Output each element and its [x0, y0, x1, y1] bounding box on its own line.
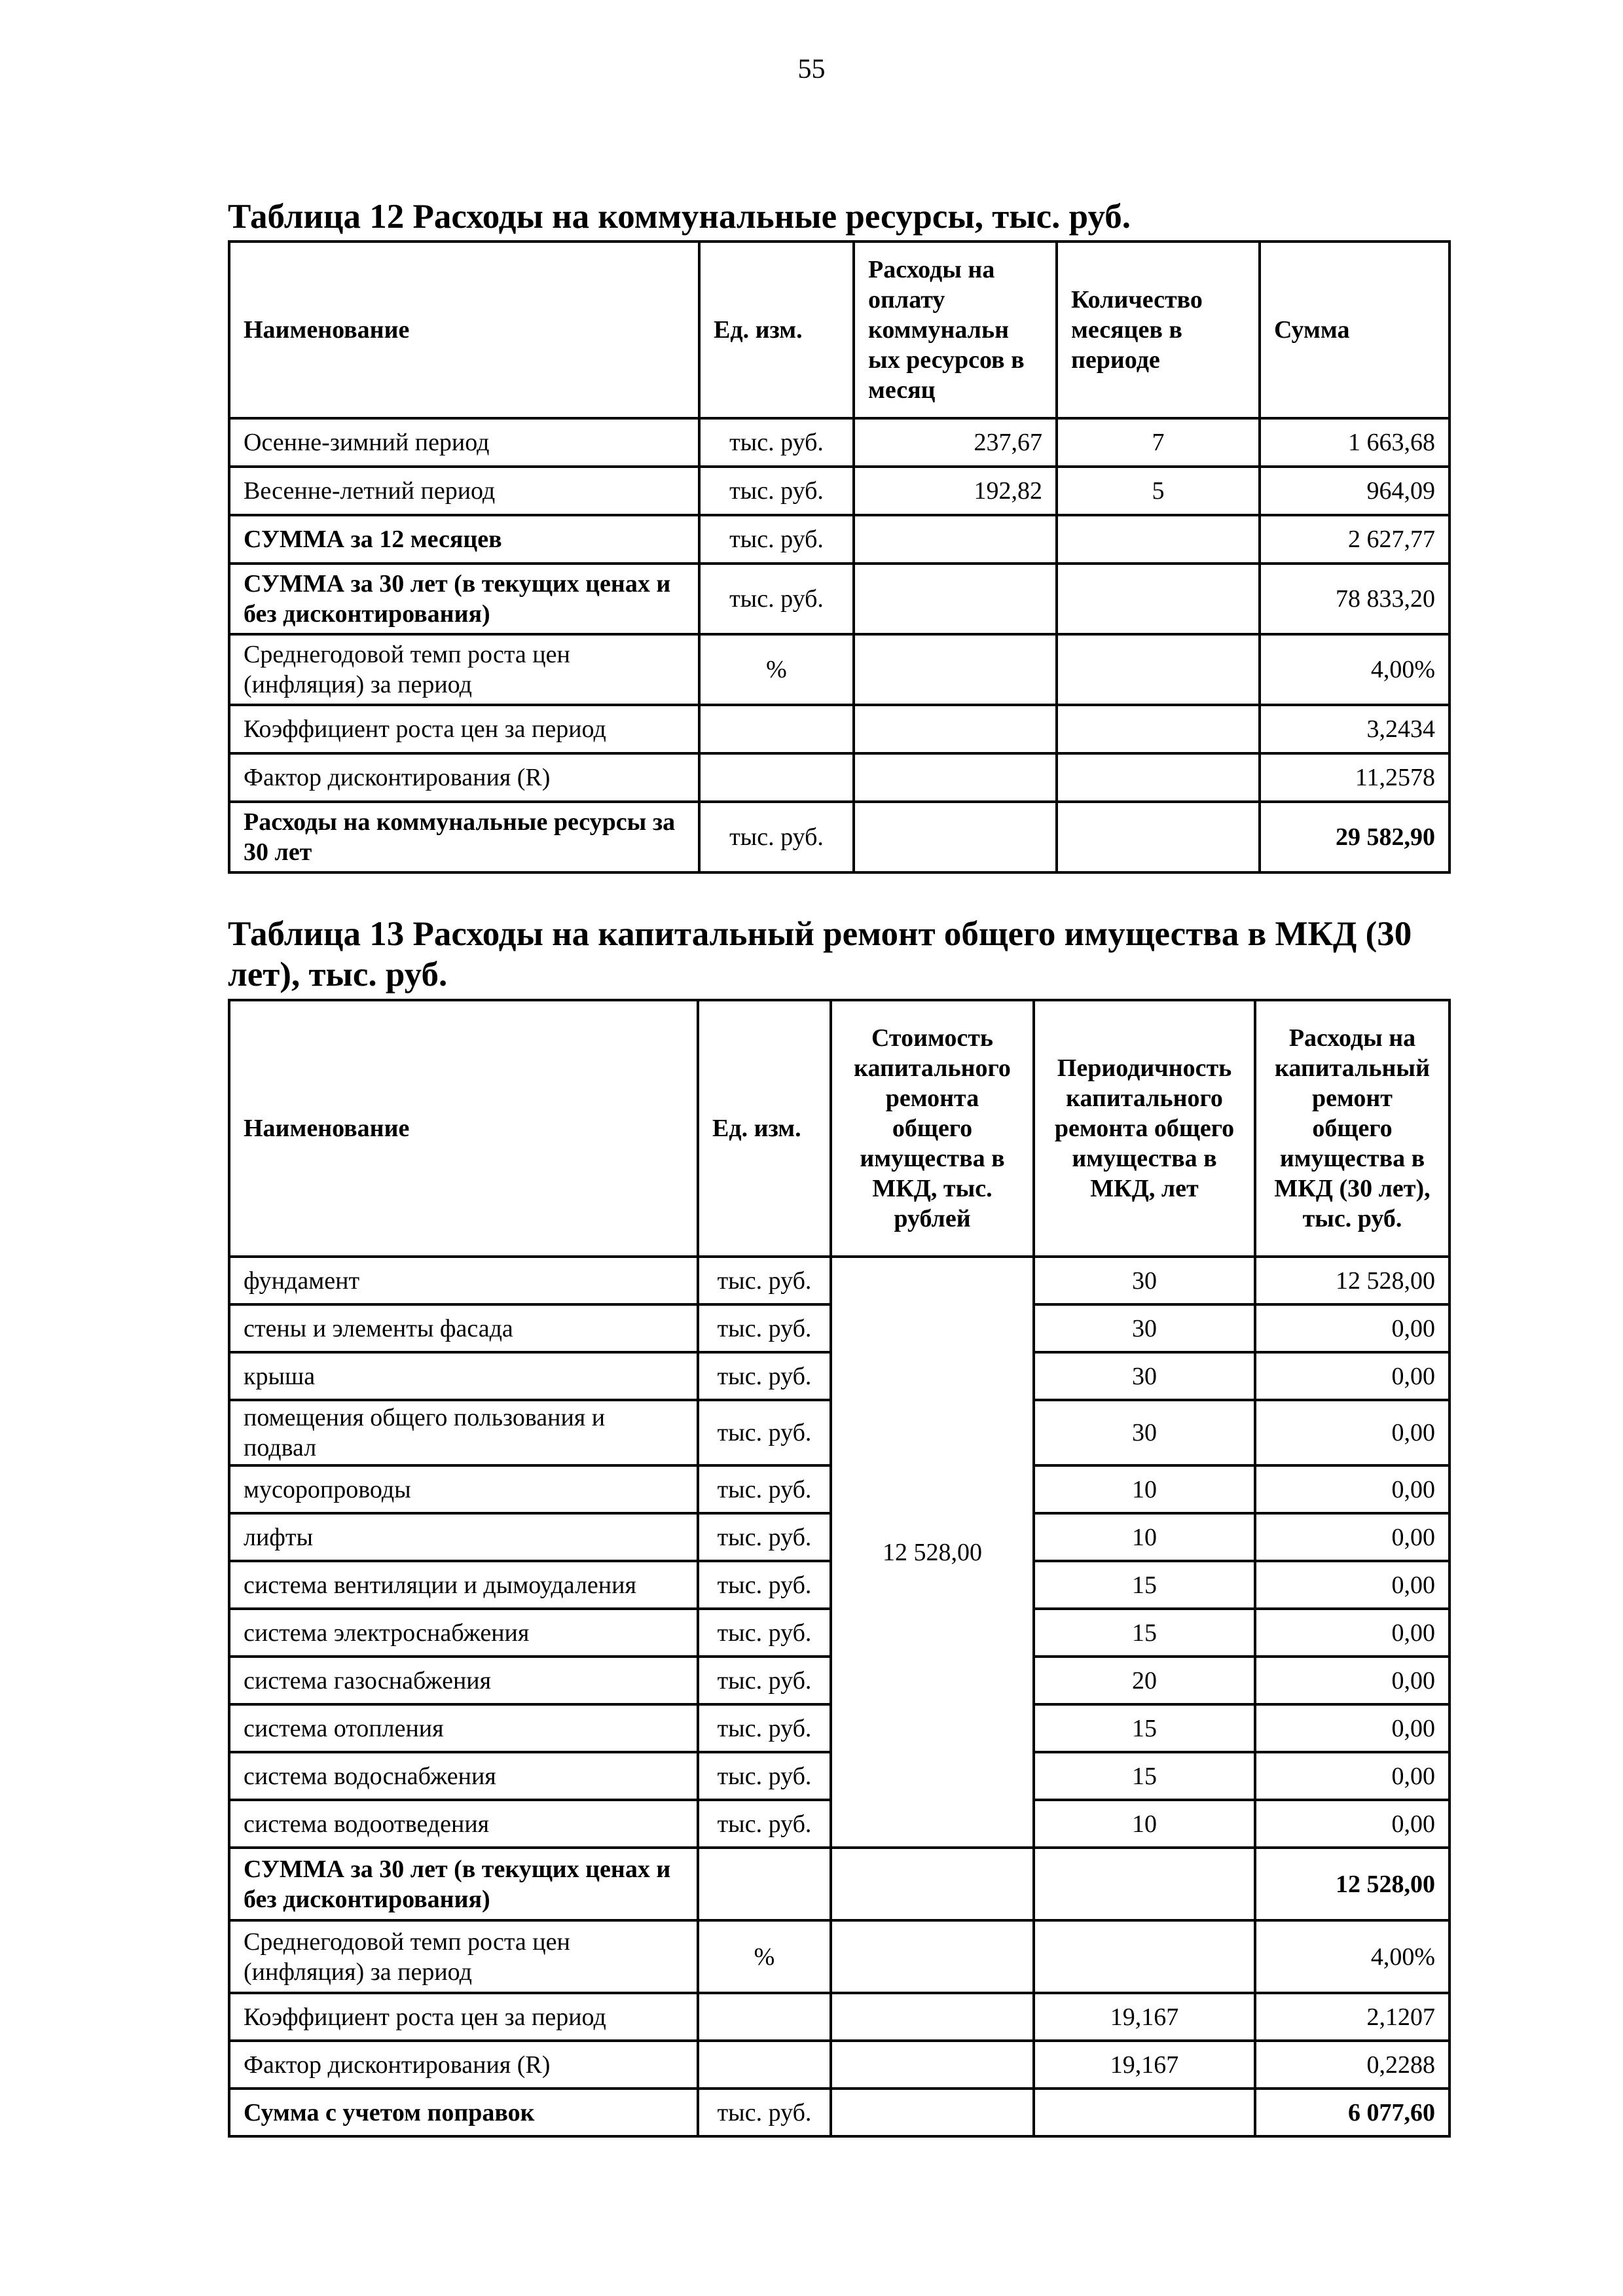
row-monthly: [854, 634, 1057, 705]
row-sum: 0,00: [1255, 1752, 1450, 1800]
summary-name: Фактор дисконтирования (R): [229, 2041, 698, 2089]
row-unit: тыс. руб.: [699, 564, 854, 634]
row-unit: тыс. руб.: [698, 1704, 831, 1752]
row-unit: [699, 753, 854, 802]
summary-row: [229, 1993, 1450, 2041]
column-header: Расходы на оплату коммунальн ых ресурсов в месяц: [854, 242, 1057, 418]
row-monthly: [854, 564, 1057, 634]
column-header: Наименование: [229, 242, 699, 418]
summary-row: [229, 1920, 1450, 1993]
row-months: [1057, 515, 1260, 564]
row-sum: 12 528,00: [1255, 1257, 1450, 1304]
row-name: стены и элементы фасада: [229, 1304, 698, 1352]
summary-row: [229, 2041, 1450, 2089]
row-sum: 0,00: [1255, 1609, 1450, 1657]
summary-name: Коэффициент роста цен за период: [229, 1993, 698, 2041]
row-name: лифты: [229, 1513, 698, 1561]
row-unit: тыс. руб.: [699, 418, 854, 467]
row-monthly: [854, 705, 1057, 753]
row-name: СУММА за 30 лет (в текущих ценах и без дисконтирования): [229, 564, 699, 634]
row-unit: [699, 705, 854, 753]
summary-unit: [698, 1848, 831, 1920]
summary-unit: тыс. руб.: [698, 2089, 831, 2136]
empty-cell: [831, 1993, 1034, 2041]
row-name: СУММА за 12 месяцев: [229, 515, 699, 564]
empty-cell: [831, 1920, 1034, 1993]
empty-cell: [831, 2089, 1034, 2136]
row-sum: 0,00: [1255, 1704, 1450, 1752]
row-monthly: 192,82: [854, 467, 1057, 515]
table-row: [229, 467, 1450, 515]
utilities-expenses-table: [228, 240, 1451, 874]
summary-row: [229, 1848, 1450, 1920]
row-period: 30: [1034, 1257, 1255, 1304]
row-unit: тыс. руб.: [699, 802, 854, 872]
row-sum: 29 582,90: [1260, 802, 1450, 872]
row-monthly: [854, 753, 1057, 802]
summary-period: [1034, 2089, 1255, 2136]
row-sum: 1 663,68: [1260, 418, 1450, 467]
row-name: Среднегодовой темп роста цен (инфляция) за период: [229, 634, 699, 705]
summary-period: [1034, 1920, 1255, 1993]
summary-period: [1034, 1848, 1255, 1920]
row-unit: тыс. руб.: [698, 1304, 831, 1352]
summary-sum: 6 077,60: [1255, 2089, 1450, 2136]
row-name: система электроснабжения: [229, 1609, 698, 1657]
row-period: 10: [1034, 1465, 1255, 1513]
row-months: 5: [1057, 467, 1260, 515]
row-unit: тыс. руб.: [698, 1352, 831, 1400]
summary-sum: 0,2288: [1255, 2041, 1450, 2089]
table-13-caption: Таблица 13 Расходы на капитальный ремонт общего имущества в МКД (30 лет), тыс. руб.: [228, 915, 1412, 994]
column-header: Количество месяцев в периоде: [1057, 242, 1260, 418]
table-row: [229, 634, 1450, 705]
table-row: [229, 418, 1450, 467]
row-monthly: [854, 802, 1057, 872]
table-row: [229, 515, 1450, 564]
row-unit: тыс. руб.: [699, 467, 854, 515]
row-sum: 0,00: [1255, 1657, 1450, 1704]
row-months: [1057, 802, 1260, 872]
row-name: Осенне-зимний период: [229, 418, 699, 467]
row-name: крыша: [229, 1352, 698, 1400]
table-header-row: [229, 1000, 1450, 1257]
row-name: Коэффициент роста цен за период: [229, 705, 699, 753]
row-period: 30: [1034, 1400, 1255, 1465]
summary-sum: 12 528,00: [1255, 1848, 1450, 1920]
row-name: система отопления: [229, 1704, 698, 1752]
table-row: [229, 753, 1450, 802]
row-name: Фактор дисконтирования (R): [229, 753, 699, 802]
row-sum: 0,00: [1255, 1304, 1450, 1352]
row-sum: 964,09: [1260, 467, 1450, 515]
summary-unit: [698, 2041, 831, 2089]
column-header: Наименование: [229, 1000, 698, 1257]
summary-name: СУММА за 30 лет (в текущих ценах и без дисконтирования): [229, 1848, 698, 1920]
row-sum: 0,00: [1255, 1513, 1450, 1561]
row-name: система газоснабжения: [229, 1657, 698, 1704]
column-header: Стоимость капитального ремонта общего имущества в МКД, тыс. рублей: [831, 1000, 1034, 1257]
summary-name: Сумма с учетом поправок: [229, 2089, 698, 2136]
summary-unit: [698, 1993, 831, 2041]
summary-period: 19,167: [1034, 1993, 1255, 2041]
column-header: Расходы на капитальный ремонт общего имущества в МКД (30 лет), тыс. руб.: [1255, 1000, 1450, 1257]
row-period: 15: [1034, 1752, 1255, 1800]
row-months: [1057, 634, 1260, 705]
row-sum: 0,00: [1255, 1800, 1450, 1848]
empty-cell: [831, 1848, 1034, 1920]
row-months: [1057, 564, 1260, 634]
row-unit: тыс. руб.: [698, 1465, 831, 1513]
table-12-caption: Таблица 12 Расходы на коммунальные ресурсы, тыс. руб.: [228, 198, 1131, 236]
row-monthly: [854, 515, 1057, 564]
merged-cost-cell: 12 528,00: [831, 1257, 1034, 1848]
table-row: [229, 564, 1450, 634]
row-name: мусоропроводы: [229, 1465, 698, 1513]
row-unit: тыс. руб.: [698, 1400, 831, 1465]
row-sum: 78 833,20: [1260, 564, 1450, 634]
row-period: 10: [1034, 1513, 1255, 1561]
row-months: 7: [1057, 418, 1260, 467]
row-unit: тыс. руб.: [699, 515, 854, 564]
row-period: 15: [1034, 1704, 1255, 1752]
row-sum: 4,00%: [1260, 634, 1450, 705]
row-sum: 0,00: [1255, 1400, 1450, 1465]
row-name: Расходы на коммунальные ресурсы за 30 лет: [229, 802, 699, 872]
row-unit: тыс. руб.: [698, 1752, 831, 1800]
row-sum: 0,00: [1255, 1561, 1450, 1609]
row-unit: %: [699, 634, 854, 705]
row-sum: 0,00: [1255, 1352, 1450, 1400]
row-period: 15: [1034, 1561, 1255, 1609]
row-sum: 3,2434: [1260, 705, 1450, 753]
summary-sum: 4,00%: [1255, 1920, 1450, 1993]
row-name: система вентиляции и дымоудаления: [229, 1561, 698, 1609]
row-name: Весенне-летний период: [229, 467, 699, 515]
capital-repair-expenses-table: [228, 999, 1451, 2138]
row-name: помещения общего пользования и подвал: [229, 1400, 698, 1465]
row-period: 30: [1034, 1304, 1255, 1352]
summary-name: Среднегодовой темп роста цен (инфляция) за период: [229, 1920, 698, 1993]
summary-period: 19,167: [1034, 2041, 1255, 2089]
table-row: [229, 802, 1450, 872]
row-name: система водоотведения: [229, 1800, 698, 1848]
table-row: [229, 1257, 1450, 1304]
row-name: фундамент: [229, 1257, 698, 1304]
table-row: [229, 705, 1450, 753]
row-period: 20: [1034, 1657, 1255, 1704]
column-header: Ед. изм.: [699, 242, 854, 418]
summary-unit: %: [698, 1920, 831, 1993]
empty-cell: [831, 2041, 1034, 2089]
row-unit: тыс. руб.: [698, 1800, 831, 1848]
column-header: Периодичность капитального ремонта общего имущества в МКД, лет: [1034, 1000, 1255, 1257]
row-sum: 2 627,77: [1260, 515, 1450, 564]
row-unit: тыс. руб.: [698, 1609, 831, 1657]
row-name: система водоснабжения: [229, 1752, 698, 1800]
row-sum: 0,00: [1255, 1465, 1450, 1513]
table-header-row: [229, 242, 1450, 418]
row-period: 15: [1034, 1609, 1255, 1657]
row-period: 30: [1034, 1352, 1255, 1400]
summary-row: [229, 2089, 1450, 2136]
row-unit: тыс. руб.: [698, 1657, 831, 1704]
summary-sum: 2,1207: [1255, 1993, 1450, 2041]
row-sum: 11,2578: [1260, 753, 1450, 802]
row-monthly: 237,67: [854, 418, 1057, 467]
page-number: 55: [797, 54, 826, 84]
row-unit: тыс. руб.: [698, 1257, 831, 1304]
row-months: [1057, 705, 1260, 753]
row-unit: тыс. руб.: [698, 1561, 831, 1609]
row-unit: тыс. руб.: [698, 1513, 831, 1561]
column-header: Ед. изм.: [698, 1000, 831, 1257]
row-period: 10: [1034, 1800, 1255, 1848]
row-months: [1057, 753, 1260, 802]
column-header: Сумма: [1260, 242, 1450, 418]
